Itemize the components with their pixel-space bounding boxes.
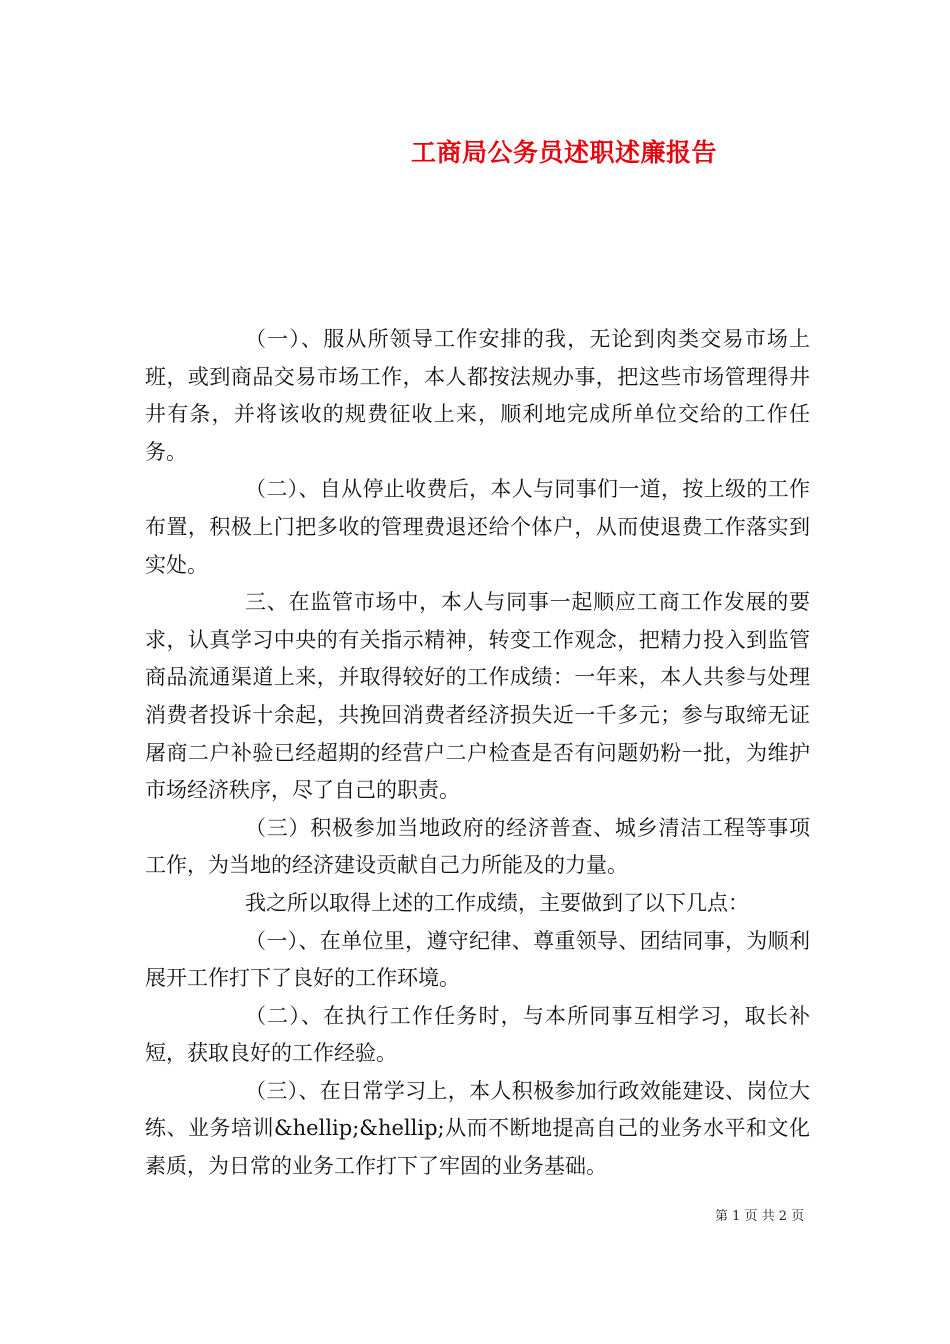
paragraph-3: 三、在监管市场中，本人与同事一起顺应工商工作发展的要求，认真学习中央的有关指示精神，转变工作观念，把精力投入到监管商品流通渠道上来，并取得较好的工作成绩：一年来，本人共参与处理消费者投诉十余起，共挽回消费者经济损失近一千多元；参与取缔无证屠商二户补验已经超期的经营户二户检查是否有问题奶粉一批，为维护市场经济秩序，尽了自己的职责。	[145, 590, 810, 803]
paragraph-2: （二）、自从停止收费后，本人与同事们一道，按上级的工作布置，积极上门把多收的管理费退还给个体户，从而使退费工作落实到实处。	[145, 477, 810, 577]
paragraph-4: （三）积极参加当地政府的经济普查、城乡清洁工程等事项工作，为当地的经济建设贡献自己力所能及的力量。	[145, 815, 810, 878]
paragraph-6: （一）、在单位里，遵守纪律、尊重领导、团结同事，为顺利展开工作打下了良好的工作环境。	[145, 928, 810, 991]
paragraph-1: （一）、服从所领导工作安排的我，无论到肉类交易市场上班，或到商品交易市场工作，本人都按法规办事，把这些市场管理得井井有条，并将该收的规费征收上来，顺利地完成所单位交给的工作任务。	[145, 327, 810, 464]
paragraph-5: 我之所以取得上述的工作成绩，主要做到了以下几点：	[245, 890, 749, 915]
paragraph-8: （三）、在日常学习上，本人积极参加行政效能建设、岗位大练、业务培训&hellip;&hellip;从而不断地提高自己的业务水平和文化素质，为日常的业务工作打下了牢固的业务基础。	[145, 1078, 810, 1179]
document-title: 工商局公务员述职述廉报告	[410, 138, 717, 167]
page-number-footer: 第 1 页 共 2 页	[715, 1209, 805, 1224]
paragraph-7: （二）、在执行工作任务时，与本所同事互相学习，取长补短，获取良好的工作经验。	[145, 1003, 810, 1066]
document-body	[145, 321, 810, 1186]
